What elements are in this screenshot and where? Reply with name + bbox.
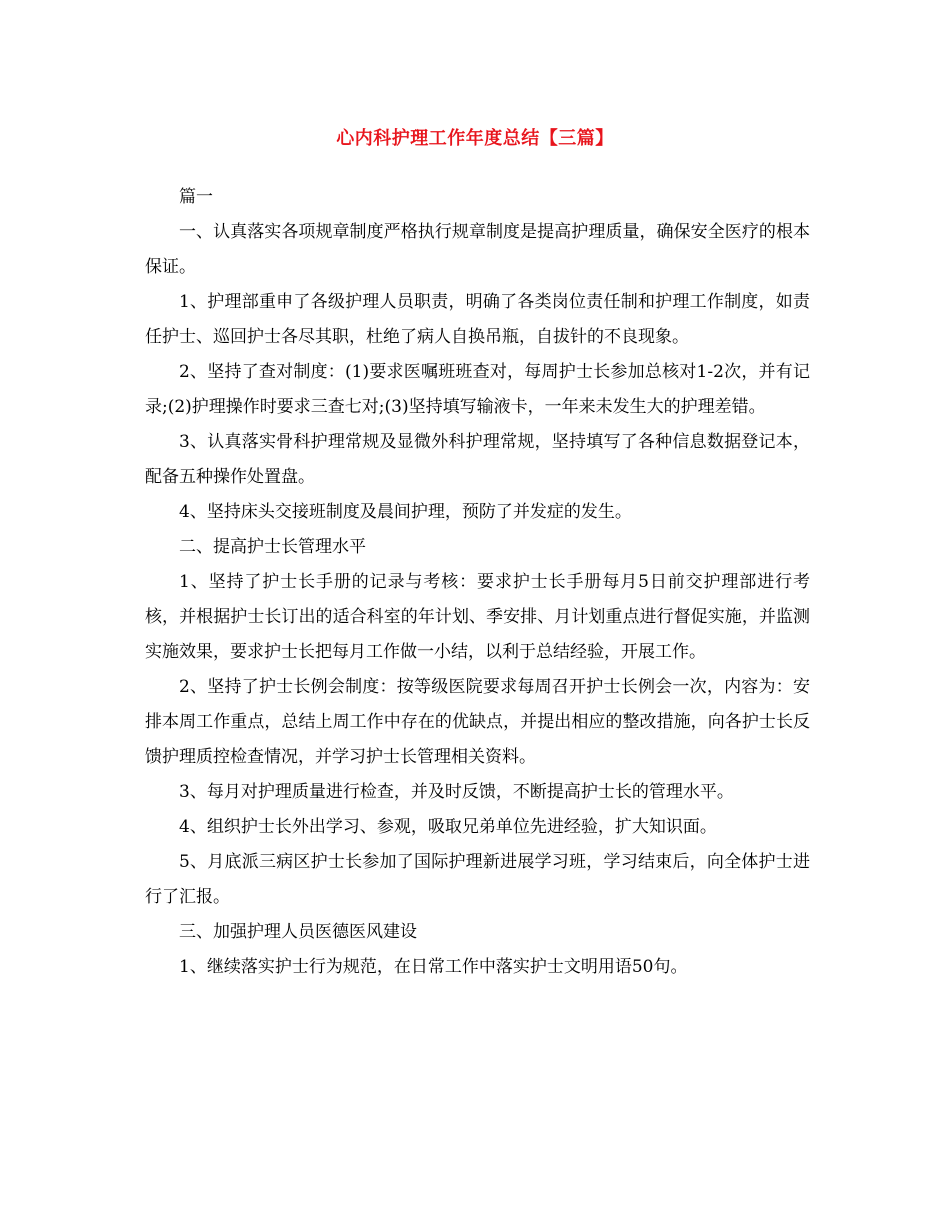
section-heading-one: 一、认真落实各项规章制度严格执行规章制度是提高护理质量，确保安全医疗的根本保证。 — [145, 222, 810, 277]
paragraph-2-2: 2、坚持了护士长例会制度：按等级医院要求每周召开护士长例会一次，内容为：安排本周工作重点，总结上周工作中存在的优缺点，并提出相应的整改措施，向各护士长反馈护理质控检查情况，并学习护士长管理相关资料。 — [145, 677, 810, 767]
paragraph-2-1: 1、坚持了护士长手册的记录与考核：要求护士长手册每月5日前交护理部进行考核，并根据护士长订出的适合科室的年计划、季安排、月计划重点进行督促实施，并监测实施效果，要求护士长把每月工作做一小结，以利于总结经验，开展工作。 — [145, 572, 810, 662]
paragraph-1-1: 1、护理部重申了各级护理人员职责，明确了各类岗位责任制和护理工作制度，如责任护士、巡回护士各尽其职，杜绝了病人自换吊瓶，自拔针的不良现象。 — [145, 292, 810, 347]
document-title: 心内科护理工作年度总结【三篇】 — [336, 128, 614, 149]
paragraph-2-4: 4、组织护士长外出学习、参观，吸取兄弟单位先进经验，扩大知识面。 — [179, 817, 717, 837]
section-heading-two: 二、提高护士长管理水平 — [179, 537, 366, 557]
paragraph-1-3: 3、认真落实骨科护理常规及显微外科护理常规，坚持填写了各种信息数据登记本，配备五种操作处置盘。 — [145, 432, 810, 487]
paragraph-1-2: 2、坚持了查对制度：(1)要求医嘱班班查对，每周护士长参加总核对1-2次，并有记录;(2)护理操作时要求三查七对;(3)坚持填写输液卡，一年来未发生大的护理差错。 — [145, 362, 810, 417]
section-heading-three: 三、加强护理人员医德医风建设 — [179, 922, 417, 942]
document-body — [145, 180, 810, 985]
paragraph-1-4: 4、坚持床头交接班制度及晨间护理，预防了并发症的发生。 — [179, 502, 632, 522]
paragraph-2-3: 3、每月对护理质量进行检查，并及时反馈，不断提高护士长的管理水平。 — [179, 782, 734, 802]
section-heading-part-one: 篇一 — [179, 187, 213, 207]
paragraph-2-5: 5、月底派三病区护士长参加了国际护理新进展学习班，学习结束后，向全体护士进行了汇报。 — [145, 852, 810, 907]
paragraph-3-1: 1、继续落实护士行为规范，在日常工作中落实护士文明用语50句。 — [179, 957, 688, 977]
